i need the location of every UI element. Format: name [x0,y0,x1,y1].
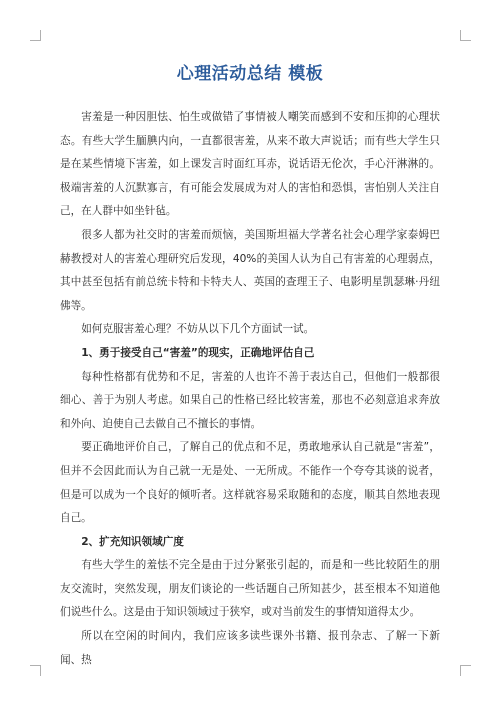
crop-mark-bottom-left [30,665,41,676]
paragraph: 有些大学生的羞怯不完全是由于过分紧张引起的，而是和一些比较陌生的朋友交流时，突然发现，朋友们谈论的一些话题自己所知甚少，甚至根本不知道他们说些什么。这是由于知识领域过于狭窄，或对当前发生的事情知道得太少。 [60,559,440,619]
section-heading [60,531,440,555]
paragraph: 很多人都为社交时的害羞而烦恼，美国斯坦福大学著名社会心理学家泰姆巴赫教授对人的害羞心理研究后发现，40%的美国人认为自己有害羞的心理弱点，其中甚至包括有前总统卡特和卡特夫人、英国的查理王子、电影明星凯瑟琳·丹纽佛等。 [60,228,440,312]
crop-mark-top-right [460,30,471,41]
paragraph: 如何克服害羞心理？不妨从以下几个方面试一试。 [81,323,315,336]
section-heading-text: 1、勇于接受自己“害羞”的现实，正确地评估自己 [81,346,315,359]
document-page [60,60,440,672]
paragraph: 所以在空闲的时间内，我们应该多读些课外书籍、报刊杂志、了解一下新闻、热 [60,630,440,666]
section-heading-text: 2、扩充知识领域广度 [81,535,184,548]
crop-mark-bottom-right [460,665,471,676]
paragraph: 要正确地评价自己，了解自己的优点和不足，勇敢地承认自己就是“害羞”，但并不会因此而认为自己就一无是处、一无所成。不能作一个夸夸其谈的说者，但是可以成为一个良好的倾听者。这样就容易采取随和的态度，顺其自然地表现自己。 [60,441,440,525]
crop-mark-top-left [30,30,41,41]
section-heading [60,342,440,366]
paragraph: 每种性格都有优势和不足，害羞的人也许不善于表达自己，但他们一般都很细心、善于为别人考虑。如果自己的性格已经比较害羞，那也不必刻意追求奔放和外向、迫使自己去做自己不擅长的事情。 [60,370,440,430]
paragraph: 害羞是一种因胆怯、怕生或做错了事情被人嘲笑而感到不安和压抑的心理状态。有些大学生腼腆内向，一直都很害羞，从来不敢大声说话；而有些大学生只是在某些情境下害羞，如上课发言时面红耳赤，说话语无伦次，手心汗淋淋的。极端害羞的人沉默寡言，有可能会发展成为对人的害怕和恐惧，害怕别人关注自己，在人群中如坐针毡。 [60,111,440,218]
document-title: 心理活动总结 模板 [176,64,324,84]
